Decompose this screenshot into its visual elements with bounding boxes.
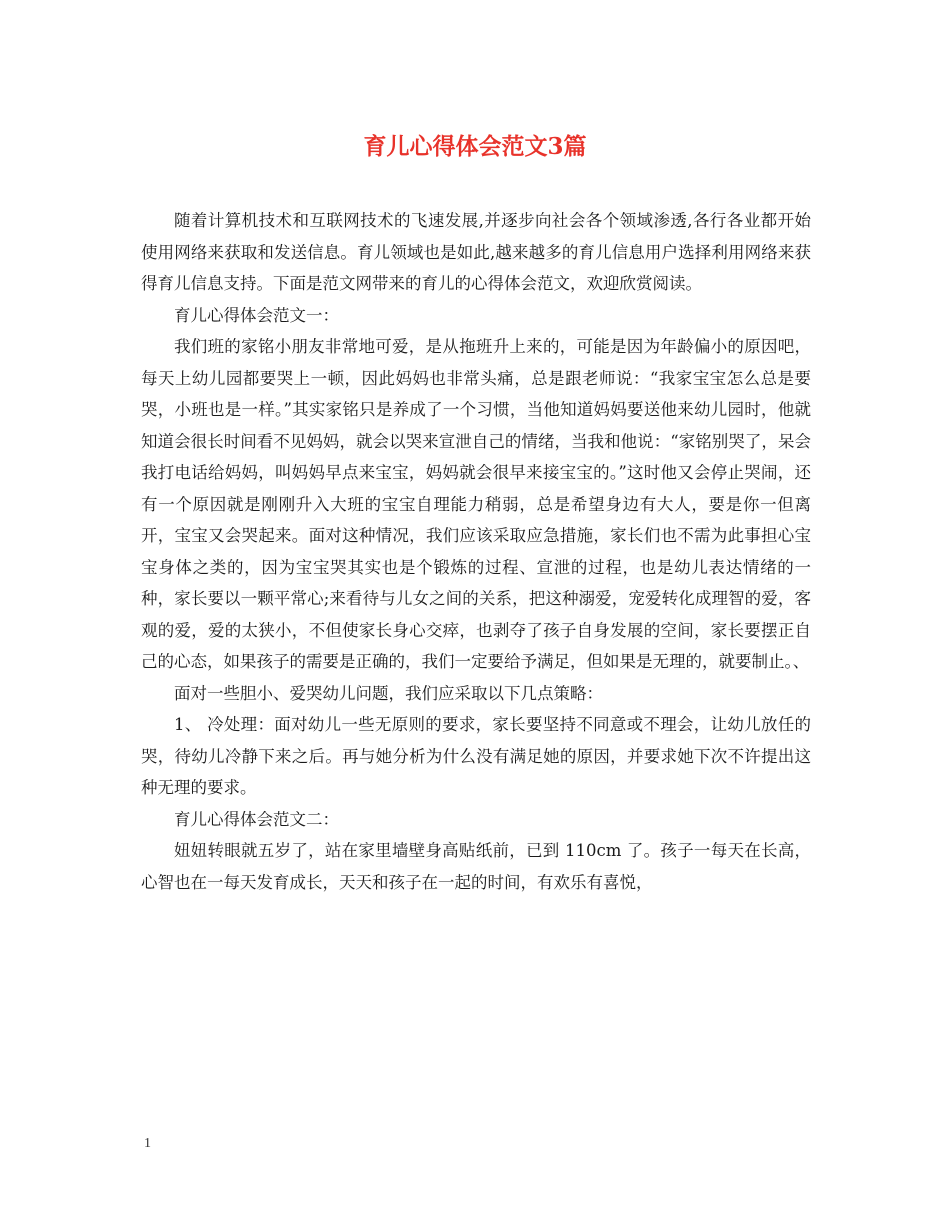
paragraph-second-essay: 妞妞转眼就五岁了，站在家里墙壁身高贴纸前，已到 110cm 了。孩子一每天在长高，心智也在一每天发育成长，天天和孩子在一起的时间，有欢乐有喜悦，	[141, 841, 811, 892]
page-number: 1	[144, 1136, 151, 1151]
document-title: 育儿心得体会范文3篇	[363, 133, 587, 160]
paragraph-story: 我们班的家铭小朋友非常地可爱，是从拖班升上来的，可能是因为年龄偏小的原因吧，每天上幼儿园都要哭上一顿，因此妈妈也非常头痛，总是跟老师说：“我家宝宝怎么总是要哭，小班也是一样。”其实家铭只是养成了一个习惯，当他知道妈妈要送他来幼儿园时，他就知道会很长时间看不见妈妈，就会以哭来宣泄自己的情绪，当我和他说：“家铭别哭了，呆会我打电话给妈妈，叫妈妈早点来宝宝，妈妈就会很早来接宝宝的。”这时他又会停止哭闹，还有一个原因就是刚刚升入大班的宝宝自理能力稍弱，总是希望身边有大人，要是你一但离开，宝宝又会哭起来。面对这种情况，我们应该采取应急措施，家长们也不需为此事担心宝宝身体之类的，因为宝宝哭其实也是个锻炼的过程、宣泄的过程，也是幼儿表达情绪的一种，家长要以一颗平常心;来看待与儿女之间的关系，把这种溺爱，宠爱转化成理智的爱，客观的爱，爱的太狭小，不但使家长身心交瘁，也剥夺了孩子自身发展的空间，家长要摆正自己的心态，如果孩子的需要是正确的，我们一定要给予满足，但如果是无理的，就要制止。、	[141, 337, 811, 671]
section-heading-two: 育儿心得体会范文二：	[174, 809, 339, 829]
paragraph-strategy-1: 1、 冷处理：面对幼儿一些无原则的要求，家长要坚持不同意或不理会，让幼儿放任的哭，待幼儿冷静下来之后。再与她分析为什么没有满足她的原因，并要求她下次不许提出这种无理的要求。	[141, 715, 811, 797]
paragraph-strategies-intro: 面对一些胆小、爱哭幼儿问题，我们应采取以下几点策略：	[174, 683, 603, 703]
document-body	[141, 205, 811, 898]
section-heading-one: 育儿心得体会范文一：	[174, 305, 339, 325]
paragraph-intro: 随着计算机技术和互联网技术的飞速发展,并逐步向社会各个领域渗透,各行各业都开始使用网络来获取和发送信息。育儿领域也是如此,越来越多的育儿信息用户选择利用网络来获得育儿信息支持。下面是范文网带来的育儿的心得体会范文，欢迎欣赏阅读。	[141, 211, 811, 293]
